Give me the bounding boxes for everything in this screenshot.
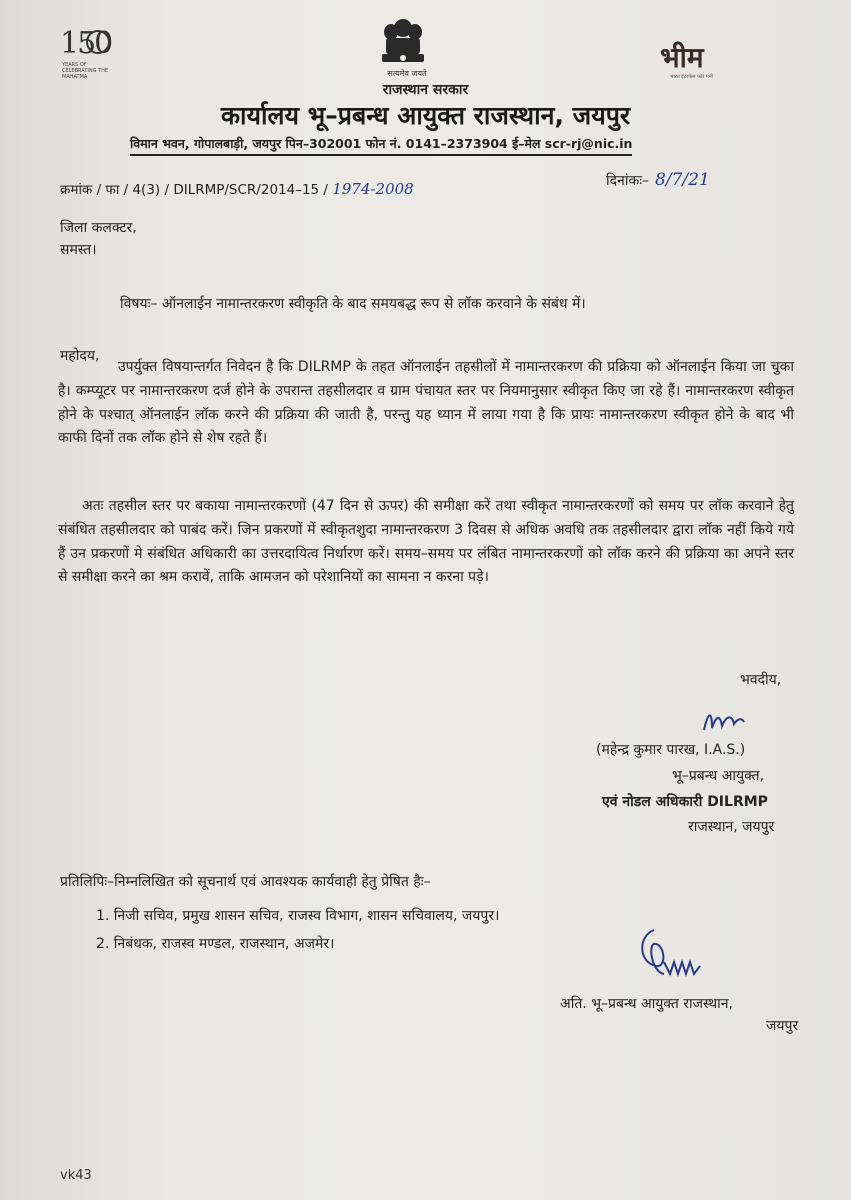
signatory-designation-1: भू–प्रबन्ध आयुक्त, [672,768,765,784]
body-paragraph-2: अतः तहसील स्तर पर बकाया नामान्तरकरणों (47 दिन से ऊपर) की समीक्षा करें तथा स्वीकृत नामान्तरकरणों को समय पर लॉक करवाने हेतु संबंधित तहसीलदार को पाबंद करें। जिन प्रकरणों में स्वीकृतशुदा नामान्तरकरण 3 दिवस से अधिक अवधि तक तहसीलदार द्वारा लॉक नहीं किये गये हैं उन प्रकरणों मे संबंधित अधिकारी का उत्तरदायित्व निर्धारण करें। समय–समय पर लंबित नामान्तरकरणों को लॉक करने की प्रक्रिया का अपने स्तर से समीक्षा करने का श्रम करावें, ताकि आमजन को परेशानियों का सामना न करना पड़े। [58,498,794,586]
handwritten-dispatch-number: 1974-2008 [332,180,414,198]
letter-date: दिनांकः– 8/7/21 [606,170,710,190]
bheem-logo: भीम भारत इंटरफेस फॉर मनी [660,41,713,80]
salutation: महोदय, [60,348,100,364]
signatory-designation-2: एवं नोडल अधिकारी DILRMP [602,794,768,810]
copy-to-item: 1. निजी सचिव, प्रमुख शासन सचिव, राजस्व विभाग, शासन सचिवालय, जयपुर। [96,908,500,924]
emblem-caption: सत्यमेव जयते [387,69,427,78]
letter-subject: विषयः– ऑनलाईन नामान्तरकरण स्वीकृति के बाद समयबद्ध रूप से लॉक करवाने के संबंध में। [120,296,586,312]
recipient-line-1: जिला कलक्टर, [60,220,137,236]
closing-word: भवदीय, [740,672,782,688]
office-address: विमान भवन, गोपालबाड़ी, जयपुर पिन–302001 फोन नं. 0141–2373904 ई–मेल scr-rj@nic.in [130,135,632,156]
reference-number: क्रमांक / फा / 4(3) / DILRMP/SCR/2014–15 / 1974-2008 [60,180,414,198]
body-paragraph-1: उपर्युक्त विषयान्तर्गत निवेदन है कि DILRMP के तहत ऑनलाईन तहसीलों में नामान्तरकरण की प्रक्रिया को ऑनलाईन किया जा चुका है। कम्प्यूटर पर नामान्तरकरण दर्ज होने के उपरान्त तहसीलदार व ग्राम पंचायत स्तर पर नियमानुसार स्वीकृत किए जा रहे हैं। नामान्तरकरण स्वीकृत होने के पश्चात् ऑनलाईन लॉक करने की प्रक्रिया की जाती है, परन्तु यह ध्यान में लाया गया है कि प्रायः नामान्तरकरण स्वीकृत होने के बाद भी काफी दिनों तक लॉक होने से शेष रहते हैं। [58,359,794,447]
office-title: कार्यालय भू–प्रबन्ध आयुक्त राजस्थान, जयपुर [220,101,631,130]
footer-signatory: अति. भू–प्रबन्ध आयुक्त राजस्थान, [560,996,734,1012]
signature-additional-commissioner [634,922,714,982]
national-emblem-icon [376,14,430,76]
signatory-name: (महेन्द्र कुमार पारख, I.A.S.) [596,742,746,758]
handwritten-date: 8/7/21 [655,170,710,190]
footer-signatory-place: जयपुर [766,1018,799,1034]
government-name: राजस्थान सरकार [382,82,469,98]
signature-commissioner [700,704,748,738]
footer-code: vk43 [60,1168,92,1183]
recipient-line-2: समस्त। [60,242,97,258]
copy-to-item: 2. निबंधक, राजस्व मण्डल, राजस्थान, अजमेर। [96,936,335,952]
mahatma-150-logo: 150 YEARS OF CELEBRATING THE MAHATMA [60,26,112,80]
copy-to-heading: प्रतिलिपिः–निम्नलिखित को सूचनार्थ एवं आवश्यक कार्यवाही हेतु प्रेषित हैः– [60,874,431,890]
signatory-place: राजस्थान, जयपुर [688,819,775,835]
